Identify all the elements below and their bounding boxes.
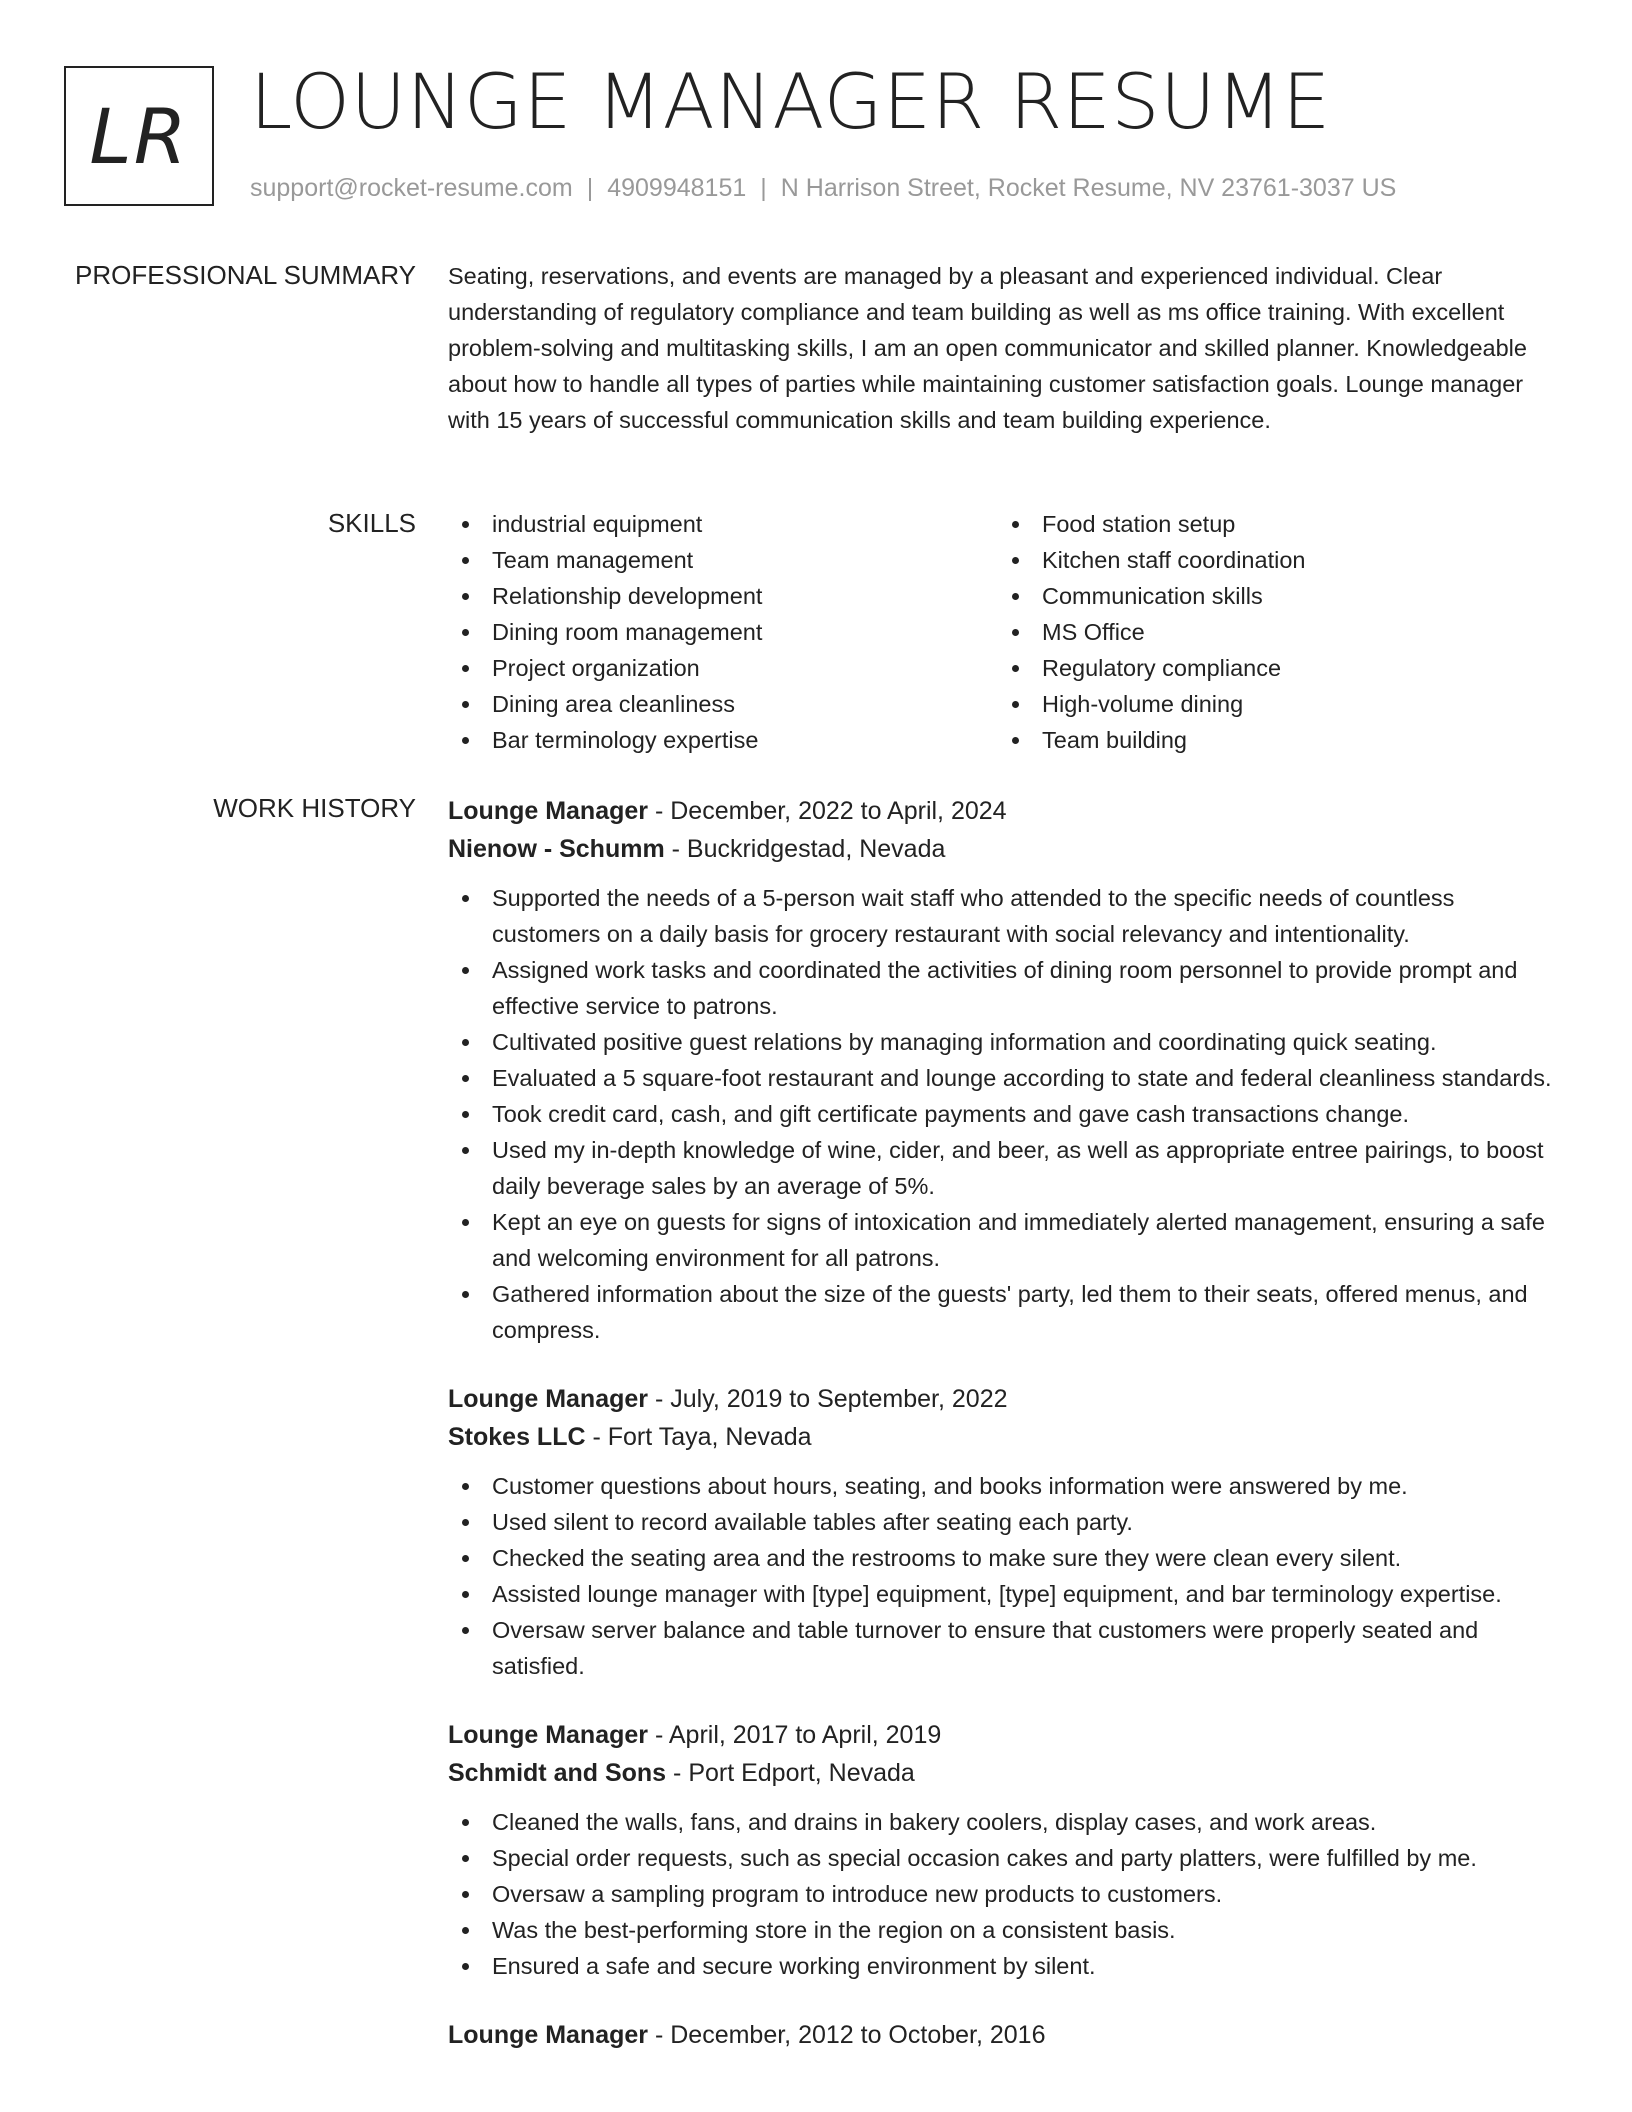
- summary-text: Seating, reservations, and events are managed by a pleasant and experienced individual. Clear understanding of regulatory compliance and team building as well as ms office training. With excellent problem-solving and multitasking skills, I am an open communicator and skilled planner. Knowledgeable about how to handle all types of parties while maintaining customer satisfaction goals. Lounge manager with 15 years of successful communication skills and team building experience.: [448, 263, 1527, 433]
- job-title-line: Lounge Manager - July, 2019 to September, 2022: [448, 1385, 1008, 1413]
- job-bullet: Cultivated positive guest relations by managing information and coordinating quick seating.: [448, 1024, 1568, 1060]
- job-title: Lounge Manager: [448, 1385, 649, 1413]
- job-bullet: Cleaned the walls, fans, and drains in bakery coolers, display cases, and work areas.: [448, 1804, 1568, 1840]
- skill-item: Bar terminology expertise: [448, 722, 998, 758]
- job-bullet: Oversaw a sampling program to introduce new products to customers.: [448, 1876, 1568, 1912]
- skill-item: Team building: [998, 722, 1548, 758]
- job-bullet: Kept an eye on guests for signs of intoxication and immediately alerted management, ensuring a safe and welcoming environment for all patrons.: [448, 1204, 1568, 1276]
- job-bullet: Used silent to record available tables after seating each party.: [448, 1504, 1568, 1540]
- skill-item: High-volume dining: [998, 686, 1548, 722]
- skills-body: [448, 506, 1568, 758]
- contact-email: support@rocket-resume.com: [250, 174, 573, 202]
- job-bullet: Ensured a safe and secure working environment by silent.: [448, 1948, 1568, 1984]
- skill-item: Communication skills: [998, 578, 1548, 614]
- job-bullets: [448, 880, 1568, 1348]
- job-location: Port Edport, Nevada: [688, 1759, 915, 1787]
- job-company: Schmidt and Sons: [448, 1759, 667, 1787]
- job-dates: December, 2012 to October, 2016: [670, 2021, 1046, 2049]
- skill-item: Team management: [448, 542, 998, 578]
- job-company-line: Nienow - Schumm - Buckridgestad, Nevada: [448, 835, 946, 863]
- job-bullet: Assigned work tasks and coordinated the activities of dining room personnel to provide prompt and effective service to patrons.: [448, 952, 1568, 1024]
- page-title: LOUNGE MANAGER RESUME: [250, 57, 1331, 146]
- job-company: Nienow - Schumm: [448, 835, 665, 863]
- job-bullet: Used my in-depth knowledge of wine, cider, and beer, as well as appropriate entree pairings, to boost daily beverage sales by an average of 5%.: [448, 1132, 1568, 1204]
- job-company-line: Schmidt and Sons - Port Edport, Nevada: [448, 1759, 915, 1787]
- job-bullet: Was the best-performing store in the region on a consistent basis.: [448, 1912, 1568, 1948]
- job-bullets: [448, 1804, 1568, 1984]
- job-dates: April, 2017 to April, 2019: [668, 1721, 942, 1749]
- job-dates: July, 2019 to September, 2022: [670, 1385, 1008, 1413]
- job-bullet: Assisted lounge manager with [type] equipment, [type] equipment, and bar terminology expertise.: [448, 1576, 1568, 1612]
- job-title: Lounge Manager: [448, 797, 649, 825]
- job-company-line: Stokes LLC - Fort Taya, Nevada: [448, 1423, 812, 1451]
- monogram-logo: LR: [64, 66, 214, 206]
- job-title: Lounge Manager: [448, 1721, 649, 1749]
- job-location: Buckridgestad, Nevada: [686, 835, 946, 863]
- job-location: Fort Taya, Nevada: [607, 1423, 812, 1451]
- skills-list: [448, 506, 1568, 758]
- job-entry: [448, 2016, 1568, 2054]
- job-dates: December, 2022 to April, 2024: [670, 797, 1007, 825]
- job-bullet: Checked the seating area and the restrooms to make sure they were clean every silent.: [448, 1540, 1568, 1576]
- job-entry: [448, 792, 1568, 1348]
- job-bullet: Took credit card, cash, and gift certificate payments and gave cash transactions change.: [448, 1096, 1568, 1132]
- contact-separator: |: [586, 174, 594, 202]
- contact-separator: |: [760, 174, 767, 202]
- job-title-line: Lounge Manager - December, 2012 to October, 2016: [448, 2021, 1046, 2049]
- skill-item: Relationship development: [448, 578, 998, 614]
- skill-item: Regulatory compliance: [998, 650, 1548, 686]
- skill-item: Dining room management: [448, 614, 998, 650]
- skill-item: Food station setup: [998, 506, 1548, 542]
- contact-line: [250, 174, 1396, 203]
- skill-item: industrial equipment: [448, 506, 998, 542]
- skill-item: MS Office: [998, 614, 1548, 650]
- work-history-heading: WORK HISTORY: [213, 793, 416, 823]
- job-bullet: Special order requests, such as special occasion cakes and party platters, were fulfilled by me.: [448, 1840, 1568, 1876]
- job-bullet: Customer questions about hours, seating, and books information were answered by me.: [448, 1468, 1568, 1504]
- job-title-line: Lounge Manager - December, 2022 to April, 2024: [448, 797, 1007, 825]
- job-entry: [448, 1380, 1568, 1684]
- job-entry: [448, 1716, 1568, 1984]
- job-bullets: [448, 1468, 1568, 1684]
- skill-item: Kitchen staff coordination: [998, 542, 1548, 578]
- job-bullet: Evaluated a 5 square-foot restaurant and lounge according to state and federal cleanliness standards.: [448, 1060, 1568, 1096]
- job-title-line: Lounge Manager - April, 2017 to April, 2019: [448, 1721, 942, 1749]
- job-bullet: Supported the needs of a 5-person wait staff who attended to the specific needs of countless customers on a daily basis for grocery restaurant with social relevancy and intentionality.: [448, 880, 1568, 952]
- skills-heading: SKILLS: [327, 508, 416, 538]
- job-bullet: Oversaw server balance and table turnover to ensure that customers were properly seated and satisfied.: [448, 1612, 1568, 1684]
- skill-item: Project organization: [448, 650, 998, 686]
- summary-heading: PROFESSIONAL SUMMARY: [75, 260, 416, 290]
- job-title: Lounge Manager: [448, 2021, 649, 2049]
- work-history-body: [448, 792, 1568, 2086]
- contact-phone: 4909948151: [607, 174, 747, 202]
- skill-item: Dining area cleanliness: [448, 686, 998, 722]
- job-bullet: Gathered information about the size of the guests' party, led them to their seats, offered menus, and compress.: [448, 1276, 1568, 1348]
- job-company: Stokes LLC: [448, 1423, 586, 1451]
- contact-address: N Harrison Street, Rocket Resume, NV 23761-3037 US: [780, 174, 1397, 202]
